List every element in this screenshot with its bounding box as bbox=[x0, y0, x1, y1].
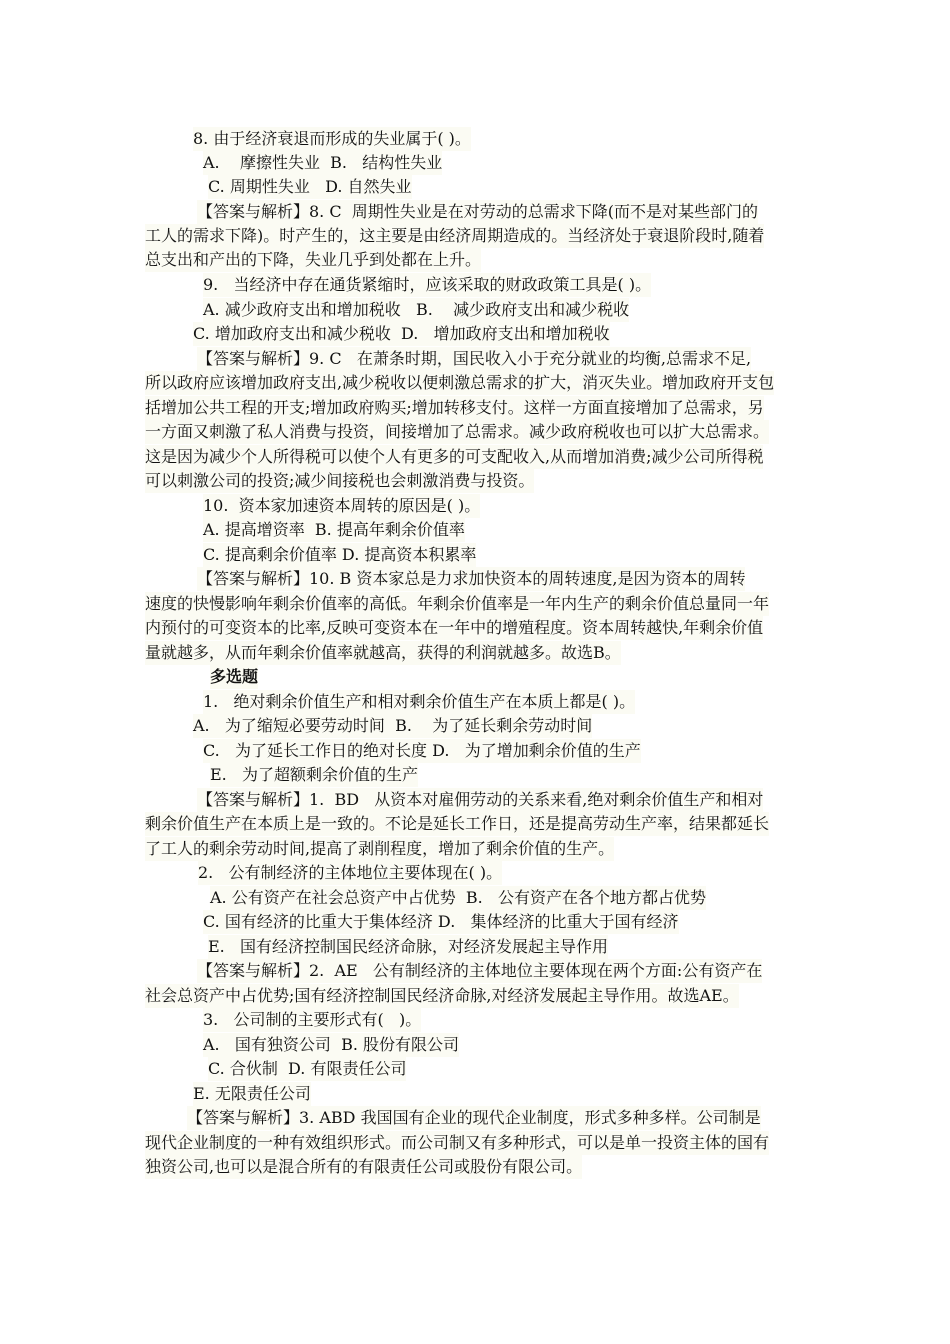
mc1-option-e: E. 为了超额剩余价值的生产 bbox=[210, 763, 418, 787]
mc3-answer-line-1: 【答案与解析】3. ABD 我国国有企业的现代企业制度，形式多种多样。公司制是 bbox=[187, 1106, 761, 1130]
mc2-option-e: E. 国有经济控制国民经济命脉，对经济发展起主导作用 bbox=[208, 935, 608, 959]
question-10: 10. 资本家加速资本周转的原因是( )。 bbox=[203, 494, 480, 518]
q10-options-cd: C. 提高剩余价值率 D. 提高资本积累率 bbox=[203, 543, 476, 567]
mc1-answer-line-1: 【答案与解析】1. BD 从资本对雇佣劳动的关系来看,绝对剩余价值生产和相对 bbox=[197, 788, 763, 812]
q10-answer-line-1: 【答案与解析】10. B 资本家总是力求加快资本的周转速度,是因为资本的周转 bbox=[197, 567, 745, 591]
q8-answer-line-3: 总支出和产出的下降，失业几乎到处都在上升。 bbox=[145, 248, 481, 272]
q10-answer-line-3: 内预付的可变资本的比率,反映可变资本在一年中的增殖程度。资本周转越快,年剩余价值 bbox=[145, 616, 763, 640]
mc3-option-e: E. 无限责任公司 bbox=[193, 1082, 311, 1106]
q9-answer-line-1: 【答案与解析】9. C 在萧条时期，国民收入小于充分就业的均衡,总需求不足, bbox=[197, 347, 751, 371]
q8-options-cd: C. 周期性失业 D. 自然失业 bbox=[208, 175, 412, 199]
question-8: 8. 由于经济衰退而形成的失业属于( )。 bbox=[193, 127, 471, 151]
q9-answer-line-6: 可以刺激公司的投资;减少间接税也会刺激消费与投资。 bbox=[145, 469, 534, 493]
q10-options-ab: A. 提高增资率 B. 提高年剩余价值率 bbox=[203, 518, 465, 542]
mc2-options-ab: A. 公有资产在社会总资产中占优势 B. 公有资产在各个地方都占优势 bbox=[210, 886, 706, 910]
mc1-answer-line-3: 了工人的剩余劳动时间,提高了剥削程度，增加了剩余价值的生产。 bbox=[145, 837, 614, 861]
q9-answer-line-4: 一方面又刺激了私人消费与投资，间接增加了总需求。减少政府税收也可以扩大总需求。 bbox=[145, 420, 769, 444]
mc3-options-ab: A. 国有独资公司 B. 股份有限公司 bbox=[203, 1033, 459, 1057]
mc3-answer-line-2: 现代企业制度的一种有效组织形式。而公司制又有多种形式，可以是单一投资主体的国有 bbox=[145, 1131, 769, 1155]
q9-options-ab: A. 减少政府支出和增加税收 B. 减少政府支出和减少税收 bbox=[203, 298, 629, 322]
mc2-answer-line-2: 社会总资产中占优势;国有经济控制国民经济命脉,对经济发展起主导作用。故选AE。 bbox=[145, 984, 739, 1008]
mc1-answer-line-2: 剩余价值生产在本质上是一致的。不论是延长工作日，还是提高劳动生产率，结果都延长 bbox=[145, 812, 769, 836]
mc-question-3: 3. 公司制的主要形式有( )。 bbox=[203, 1008, 421, 1032]
mc2-options-cd: C. 国有经济的比重大于集体经济 D. 集体经济的比重大于国有经济 bbox=[203, 910, 679, 934]
mc1-options-cd: C. 为了延长工作日的绝对长度 D. 为了增加剩余价值的生产 bbox=[203, 739, 641, 763]
q10-answer-line-4: 量就越多，从而年剩余价值率就越高，获得的利润就越多。故选B。 bbox=[145, 641, 621, 665]
q8-options-ab: A. 摩擦性失业 B. 结构性失业 bbox=[203, 151, 442, 175]
section-heading-multiple-choice: 多选题 bbox=[210, 665, 258, 689]
mc-question-2: 2. 公有制经济的主体地位主要体现在( )。 bbox=[198, 861, 502, 885]
q9-answer-line-5: 这是因为减少个人所得税可以使个人有更多的可支配收入,从而增加消费;减少公司所得税 bbox=[145, 445, 763, 469]
mc1-options-ab: A. 为了缩短必要劳动时间 B. 为了延长剩余劳动时间 bbox=[193, 714, 592, 738]
mc3-options-cd: C. 合伙制 D. 有限责任公司 bbox=[208, 1057, 406, 1081]
mc3-answer-line-3: 独资公司,也可以是混合所有的有限责任公司或股份有限公司。 bbox=[145, 1155, 582, 1179]
q8-answer-line-2: 工人的需求下降)。时产生的，这主要是由经济周期造成的。当经济处于衰退阶段时,随着 bbox=[145, 224, 764, 248]
question-9: 9. 当经济中存在通货紧缩时，应该采取的财政政策工具是( )。 bbox=[203, 273, 651, 297]
q9-answer-line-3: 括增加公共工程的开支;增加政府购买;增加转移支付。这样一方面直接增加了总需求，另 bbox=[145, 396, 764, 420]
q9-options-cd: C. 增加政府支出和减少税收 D. 增加政府支出和增加税收 bbox=[193, 322, 610, 346]
q9-answer-line-2: 所以政府应该增加政府支出,减少税收以便刺激总需求的扩大，消灭失业。增加政府开支包 bbox=[145, 371, 774, 395]
mc2-answer-line-1: 【答案与解析】2. AE 公有制经济的主体地位主要体现在两个方面:公有资产在 bbox=[197, 959, 762, 983]
mc-question-1: 1. 绝对剩余价值生产和相对剩余价值生产在本质上都是( )。 bbox=[203, 690, 635, 714]
q10-answer-line-2: 速度的快慢影响年剩余价值率的高低。年剩余价值率是一年内生产的剩余价值总量同一年 bbox=[145, 592, 769, 616]
q8-answer-line-1: 【答案与解析】8. C 周期性失业是在对劳动的总需求下降(而不是对某些部门的 bbox=[197, 200, 758, 224]
